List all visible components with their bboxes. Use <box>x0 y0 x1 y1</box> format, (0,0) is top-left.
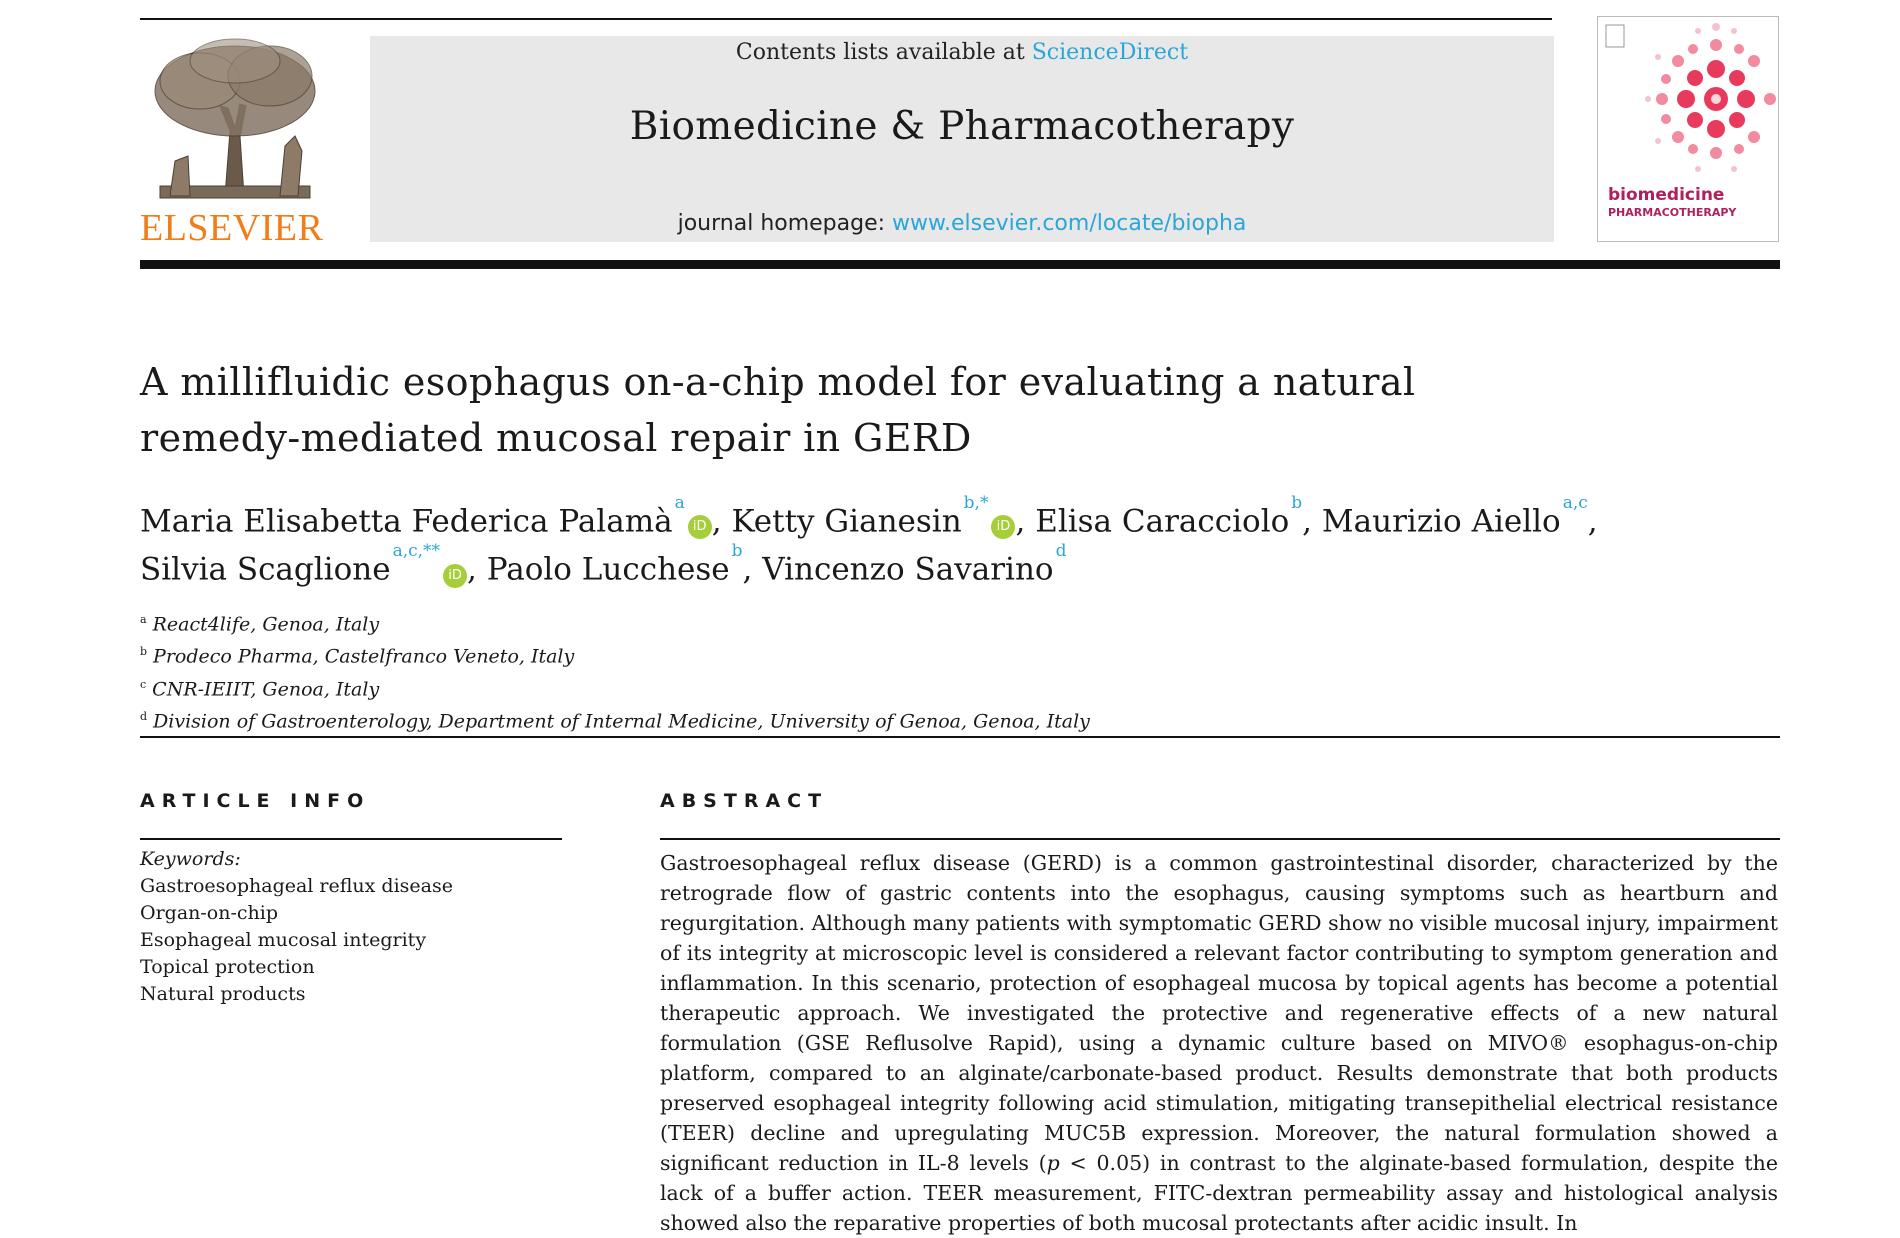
header-top-rule <box>140 18 1552 20</box>
affiliation-text: Prodeco Pharma, Castelfranco Veneto, Italy <box>153 645 575 668</box>
affiliation-item <box>140 606 1340 638</box>
author-name[interactable]: Maurizio Aiello <box>1321 503 1561 540</box>
affiliation-item <box>140 671 1340 703</box>
article-title-line-2: remedy-mediated mucosal repair in GERD <box>140 416 972 460</box>
keywords-panel <box>140 846 560 1008</box>
section-divider <box>140 736 1780 738</box>
author-affiliation-marker[interactable]: a,c,** <box>392 541 441 562</box>
affiliation-list <box>140 606 1340 735</box>
abstract-rule <box>660 838 1780 840</box>
author-affiliation-marker[interactable]: b <box>1291 493 1303 513</box>
journal-cover-thumbnail[interactable] <box>1597 16 1779 242</box>
author-name[interactable]: Ketty Gianesin <box>731 503 962 540</box>
cover-label-line2: PHARMACOTHERAPY <box>1608 206 1737 219</box>
author-name[interactable]: Maria Elisabetta Federica Palamà <box>140 503 673 540</box>
abstract-text-part-1: Gastroesophageal reflux disease (GERD) is a common gastrointestinal disorder, characterized by the retrograde flow of gastric contents into the esophagus, causing symptoms such as heartburn and regurgitation. Although many patients with symptomatic GERD show no visible mucosal injury, impairment of its integrity at microscopic level is considered a relevant factor contributing to symptom generation and inflammation. In this scenario, protection of esophageal mucosa by topical agents has become a potential therapeutic approach. We investigated the protective and regenerative effects of a new natural formulation (GSE Reflusolve Rapid), using a dynamic culture based on MIVO® esophagus-on-chip platform, compared to an alginate/carbonate-based product. Results demonstrate that both products preserved esophageal integrity following acid stimulation, mitigating transepithelial electrical resistance (TEER) decline and upregulating MUC5B expression. Moreover, the natural formulation showed a significant reduction in IL-8 levels ( <box>660 851 1778 1175</box>
author-affiliation-marker[interactable]: b,* <box>963 493 989 513</box>
elsevier-logo[interactable] <box>140 36 330 248</box>
author-affiliation-marker[interactable]: d <box>1055 541 1067 562</box>
contents-prefix: Contents lists available at <box>735 40 1025 65</box>
journal-masthead <box>370 36 1554 242</box>
keyword-item[interactable]: Organ-on-chip <box>140 902 279 924</box>
affiliation-key: b <box>140 645 148 659</box>
keyword-item[interactable]: Topical protection <box>140 956 315 978</box>
contents-line <box>370 40 1554 65</box>
author-affiliation-marker[interactable]: a <box>674 493 685 513</box>
cover-journal-label <box>1608 187 1736 221</box>
article-title-line-1: A millifluidic esophagus on-a-chip model for evaluating a natural <box>140 360 1416 404</box>
sciencedirect-link[interactable]: ScienceDirect <box>1031 40 1189 65</box>
homepage-prefix: journal homepage: <box>677 211 886 236</box>
author-affiliation-marker[interactable]: a,c <box>1562 493 1588 513</box>
journal-title: Biomedicine & Pharmacotherapy <box>629 104 1295 149</box>
keyword-item[interactable]: Gastroesophageal reflux disease <box>140 875 453 897</box>
article-info-heading: ARTICLE INFO <box>140 790 371 812</box>
author-affiliation-marker[interactable]: b <box>731 541 743 562</box>
keyword-item[interactable]: Esophageal mucosal integrity <box>140 929 427 951</box>
affiliation-text: Division of Gastroenterology, Department of Internal Medicine, University of Genoa, Genoa, Italy <box>153 710 1090 733</box>
abstract-text-part-2: < 0.05) in contrast to the alginate-based formulation, despite the lack of a buffer action. TEER measurement, FITC-dextran permeability assay and histological analysis showed also the reparative properties of both mucosal protectants after acidic insult. In <box>660 1151 1779 1235</box>
author-list <box>140 494 1780 591</box>
abstract-heading: ABSTRACT <box>660 790 829 812</box>
author-separator: , <box>467 551 487 588</box>
affiliation-item <box>140 703 1340 735</box>
affiliation-item <box>140 638 1340 670</box>
affiliation-text: React4life, Genoa, Italy <box>152 613 380 636</box>
keywords-label: Keywords: <box>140 848 241 870</box>
article-title <box>140 354 1440 466</box>
tree-icon <box>140 36 330 206</box>
author-separator: , <box>1302 503 1322 540</box>
author-separator: , <box>711 503 732 540</box>
author-separator: , <box>1587 503 1598 540</box>
author-separator: , <box>1015 503 1036 540</box>
header-thick-rule <box>140 260 1780 269</box>
article-info-rule <box>140 838 562 840</box>
orcid-icon[interactable]: iD <box>688 515 712 539</box>
affiliation-key: c <box>140 677 147 691</box>
author-line-2 <box>140 542 1780 590</box>
cover-label-line1: biomedicine <box>1608 185 1725 205</box>
author-name[interactable]: Vincenzo Savarino <box>762 551 1054 588</box>
affiliation-text: CNR-IEIIT, Genoa, Italy <box>152 677 380 700</box>
affiliation-key: d <box>140 709 148 723</box>
publisher-wordmark: ELSEVIER <box>140 207 324 249</box>
author-name[interactable]: Silvia Scaglione <box>140 551 391 588</box>
cover-artwork-icon <box>1598 17 1778 182</box>
affiliation-key: a <box>140 613 147 626</box>
author-name[interactable]: Paolo Lucchese <box>486 551 730 588</box>
author-line-1 <box>140 494 1780 542</box>
author-separator: , <box>742 551 763 588</box>
orcid-icon[interactable]: iD <box>991 515 1015 539</box>
orcid-icon[interactable]: iD <box>443 564 467 588</box>
author-name[interactable]: Elisa Caracciolo <box>1035 503 1290 540</box>
journal-homepage-link[interactable]: www.elsevier.com/locate/biopha <box>892 211 1247 236</box>
journal-homepage-line <box>370 211 1554 236</box>
keyword-item[interactable]: Natural products <box>140 983 306 1005</box>
abstract-text <box>660 848 1778 1238</box>
p-value-symbol: p <box>1046 1151 1060 1175</box>
